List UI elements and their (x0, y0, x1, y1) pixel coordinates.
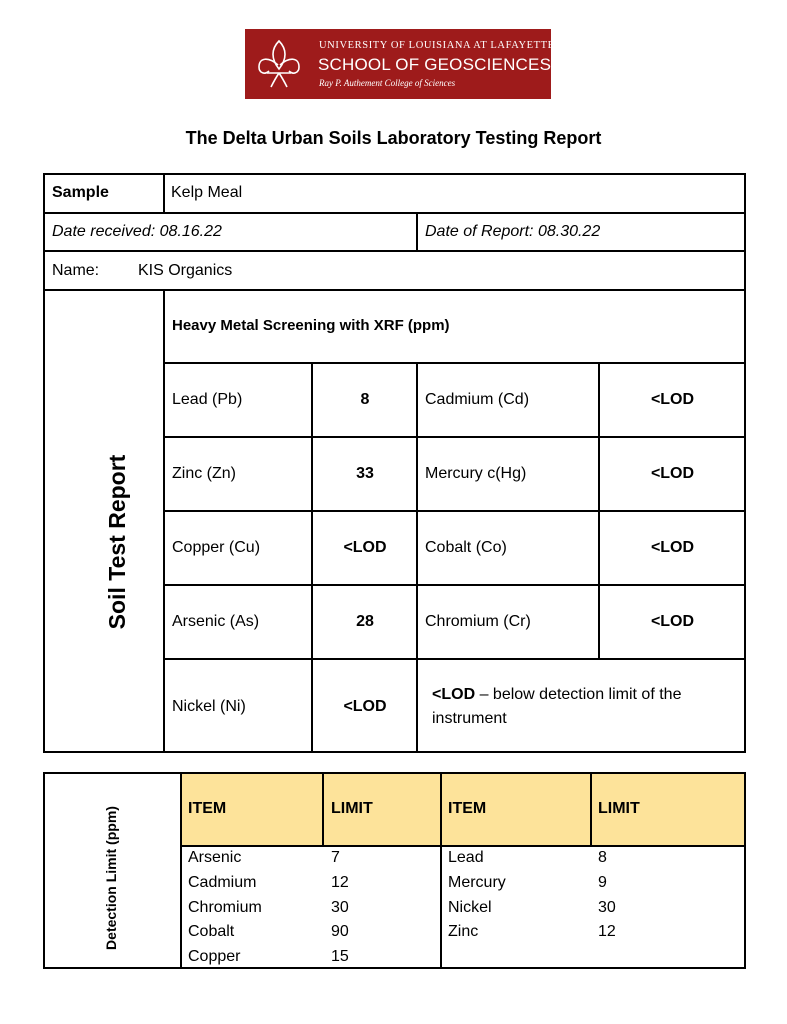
page-title: The Delta Urban Soils Laboratory Testing Report (185, 128, 602, 148)
detection-limit: 12 (331, 874, 349, 891)
screening-heading: Heavy Metal Screening with XRF (ppm) (172, 317, 450, 334)
column-header: ITEM (448, 800, 487, 817)
metal-value: 33 (356, 465, 374, 482)
detection-item: Copper (188, 948, 241, 965)
detection-limit: 12 (598, 923, 616, 940)
school-name: SCHOOL OF GEOSCIENCES (318, 55, 552, 74)
lod-note-text: – below detection limit of the (475, 686, 682, 703)
column-header: LIMIT (331, 800, 373, 817)
metal-name: Mercury c(Hg) (425, 465, 527, 482)
metal-value: <LOD (650, 613, 695, 630)
lod-note-abbrev: <LOD (432, 686, 476, 703)
university-name: UNIVERSITY OF LOUISIANA AT LAFAYETTE (319, 40, 555, 51)
metal-name: Copper (Cu) (172, 539, 261, 556)
metal-value: <LOD (650, 539, 695, 556)
detection-item: Cobalt (188, 923, 235, 940)
university-logo-banner (245, 29, 555, 99)
metal-name: Lead (Pb) (172, 391, 243, 408)
detection-limit: 9 (598, 874, 607, 891)
detection-limit: 30 (598, 899, 616, 916)
metal-value: <LOD (343, 698, 387, 715)
fleur-de-lis-icon (249, 35, 309, 93)
metal-name: Chromium (Cr) (425, 613, 531, 630)
detection-item: Zinc (448, 923, 479, 940)
detection-item: Arsenic (188, 849, 242, 866)
detection-limit-side-label: Detection Limit (ppm) (103, 806, 119, 950)
metal-name: Cadmium (Cd) (425, 391, 530, 408)
metal-value: 8 (360, 391, 370, 408)
metal-value: <LOD (343, 539, 387, 556)
metal-name: Arsenic (As) (172, 613, 260, 630)
detection-item: Cadmium (188, 874, 257, 891)
detection-item: Chromium (188, 899, 262, 916)
lod-note (432, 686, 681, 704)
detection-limit: 7 (331, 849, 340, 866)
metal-name: Cobalt (Co) (425, 539, 507, 556)
detection-limit: 8 (598, 849, 607, 866)
detection-item: Nickel (448, 899, 492, 916)
sample-label: Sample (52, 184, 109, 201)
column-header: LIMIT (598, 800, 640, 817)
name-value: KIS Organics (138, 262, 233, 279)
metal-value: <LOD (650, 391, 695, 408)
metal-name: Nickel (Ni) (172, 698, 246, 715)
date-of-report: Date of Report: 08.30.22 (425, 223, 601, 240)
lod-note-line2: instrument (432, 710, 507, 727)
detection-limit: 30 (331, 899, 349, 916)
sample-value: Kelp Meal (171, 184, 243, 201)
detection-item: Lead (448, 849, 484, 866)
metal-value: 28 (356, 613, 374, 630)
date-received: Date received: 08.16.22 (52, 223, 222, 240)
column-header: ITEM (188, 800, 227, 817)
detection-limit: 90 (331, 923, 349, 940)
detection-limit: 15 (331, 948, 349, 965)
detection-item: Mercury (448, 874, 506, 891)
metal-name: Zinc (Zn) (172, 465, 236, 482)
name-label: Name: (52, 262, 100, 279)
soil-test-report-side-label: Soil Test Report (104, 454, 130, 630)
college-name: Ray P. Authement College of Sciences (319, 78, 456, 88)
metal-value: <LOD (650, 465, 695, 482)
